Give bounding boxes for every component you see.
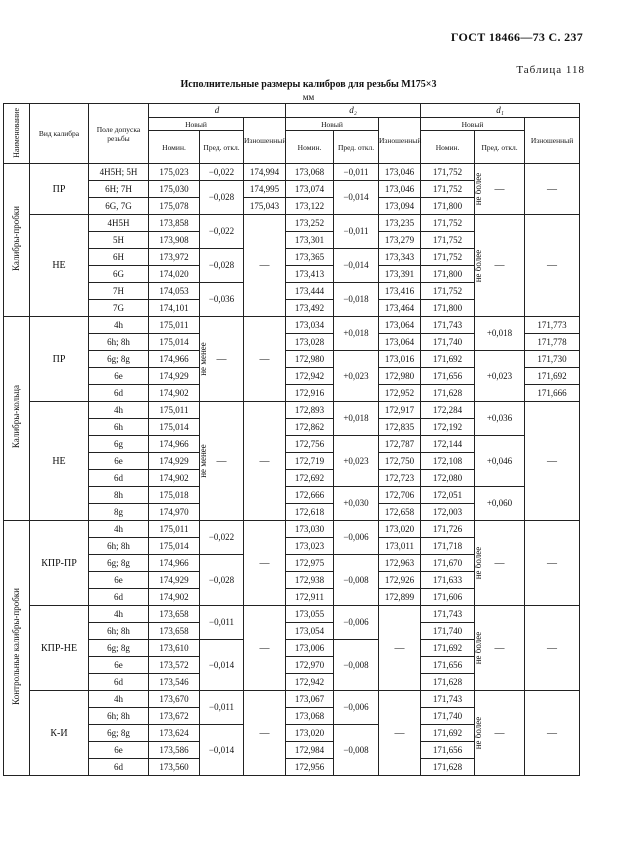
d2-worn-cell: 173,416 xyxy=(379,283,421,300)
d2-nom-cell: 173,252 xyxy=(286,215,334,232)
d-nom-cell: 175,011 xyxy=(149,317,200,334)
tolerance-cell: 6d xyxy=(89,674,149,691)
d2-nom-cell: 172,756 xyxy=(286,436,334,453)
caliber-type-cell: КПР-НЕ xyxy=(30,606,89,691)
d2-worn-cell: 173,391 xyxy=(379,266,421,283)
d2-nom-cell: 173,023 xyxy=(286,538,334,555)
d-worn-cell: — xyxy=(244,402,286,521)
caliber-type-cell: К-И xyxy=(30,691,89,776)
d-worn-cell: — xyxy=(244,215,286,317)
dash-mark: — xyxy=(216,455,227,467)
d2-nom-cell: 173,030 xyxy=(286,521,334,538)
d2-dev-cell: −0,008 xyxy=(334,555,379,606)
d-nom-cell: 174,970 xyxy=(149,504,200,521)
tolerance-cell: 6d xyxy=(89,385,149,402)
d1-dev-cell: +0,036 xyxy=(475,402,525,436)
d-dev-cell: −0,028 xyxy=(200,181,244,215)
d1-nom-cell: 171,606 xyxy=(421,589,475,606)
d-worn-cell: 174,995 xyxy=(244,181,286,198)
d1-nom-cell: 172,051 xyxy=(421,487,475,504)
d1-nom-cell: 171,743 xyxy=(421,317,475,334)
tolerance-cell: 8g xyxy=(89,504,149,521)
d1-worn-cell: — xyxy=(525,521,580,606)
d2-nom-cell: 172,916 xyxy=(286,385,334,402)
header-type: Вид калибра xyxy=(30,104,89,164)
d2-nom-cell: 173,492 xyxy=(286,300,334,317)
table-row xyxy=(4,436,580,453)
d-dev-cell: −0,036 xyxy=(200,283,244,317)
d2-worn-cell: 172,658 xyxy=(379,504,421,521)
d1-nom-cell: 172,003 xyxy=(421,504,475,521)
d1-nom-cell: 171,718 xyxy=(421,538,475,555)
d1-nom-cell: 172,144 xyxy=(421,436,475,453)
tolerance-cell: 6g; 8g xyxy=(89,725,149,742)
d1-worn-cell: 171,692 xyxy=(525,368,580,385)
vertical-label: Калибры-кольца xyxy=(11,385,21,449)
d2-worn-cell: 172,917 xyxy=(379,402,421,419)
d2-nom-cell: 173,034 xyxy=(286,317,334,334)
d2-nom-cell: 172,975 xyxy=(286,555,334,572)
d-nom-cell: 173,670 xyxy=(149,691,200,708)
table-row xyxy=(4,521,580,538)
caliber-type-cell: ПР xyxy=(30,164,89,215)
d2-nom-cell: 173,067 xyxy=(286,691,334,708)
d2-nom-cell: 172,911 xyxy=(286,589,334,606)
vertical-label: не более xyxy=(473,172,484,206)
d-nom-cell: 174,929 xyxy=(149,368,200,385)
header-nom: Номин. xyxy=(149,131,200,164)
d2-worn-cell: 172,723 xyxy=(379,470,421,487)
d2-nom-cell: 172,956 xyxy=(286,759,334,776)
d2-nom-cell: 172,938 xyxy=(286,572,334,589)
d2-nom-cell: 173,074 xyxy=(286,181,334,198)
tolerance-cell: 6d xyxy=(89,759,149,776)
d2-worn-cell: 173,020 xyxy=(379,521,421,538)
d-nom-cell: 173,672 xyxy=(149,708,200,725)
vertical-label: не более xyxy=(473,716,484,750)
dash-mark: — xyxy=(494,183,505,195)
d-worn-cell: — xyxy=(244,606,286,691)
d2-dev-cell: −0,006 xyxy=(334,691,379,725)
d-nom-cell: 175,018 xyxy=(149,487,200,504)
d2-dev-cell: −0,008 xyxy=(334,725,379,776)
d2-nom-cell: 172,692 xyxy=(286,470,334,487)
d2-worn-cell: 173,094 xyxy=(379,198,421,215)
d2-worn-cell: 173,064 xyxy=(379,317,421,334)
d2-dev-cell: +0,023 xyxy=(334,436,379,487)
d2-nom-cell: 173,054 xyxy=(286,623,334,640)
d-nom-cell: 175,011 xyxy=(149,521,200,538)
tolerance-cell: 8h xyxy=(89,487,149,504)
tolerance-cell: 7H xyxy=(89,283,149,300)
d-nom-cell: 174,020 xyxy=(149,266,200,283)
d2-nom-cell: 172,862 xyxy=(286,419,334,436)
d1-nom-cell: 172,080 xyxy=(421,470,475,487)
d1-nom-cell: 171,800 xyxy=(421,266,475,283)
table-row xyxy=(4,606,580,623)
d-nom-cell: 175,011 xyxy=(149,402,200,419)
d2-dev-cell: −0,008 xyxy=(334,640,379,691)
group-name-cell xyxy=(4,164,30,317)
d1-worn-cell: — xyxy=(525,606,580,691)
d1-nom-cell: 171,800 xyxy=(421,198,475,215)
d2-dev-cell: −0,006 xyxy=(334,521,379,555)
d-nom-cell: 173,586 xyxy=(149,742,200,759)
vertical-label: не более xyxy=(473,546,484,580)
tolerance-cell: 6h xyxy=(89,419,149,436)
d1-worn-cell: — xyxy=(525,691,580,776)
table-row xyxy=(4,215,580,232)
vertical-label: Контрольные калибры-пробки xyxy=(11,588,21,705)
d-nom-cell: 174,902 xyxy=(149,589,200,606)
dash-mark: — xyxy=(494,260,505,271)
header-dev: Пред. откл. xyxy=(475,131,525,164)
d2-nom-cell: 173,122 xyxy=(286,198,334,215)
header-dev: Пред. откл. xyxy=(334,131,379,164)
tolerance-cell: 6g xyxy=(89,436,149,453)
d2-worn-cell: 173,235 xyxy=(379,215,421,232)
d-nom-cell: 173,908 xyxy=(149,232,200,249)
d-dev-cell: −0,028 xyxy=(200,555,244,606)
d2-worn-cell: 173,279 xyxy=(379,232,421,249)
d1-nom-cell: 171,743 xyxy=(421,691,475,708)
d-nom-cell: 174,966 xyxy=(149,436,200,453)
tolerance-cell: 6g; 8g xyxy=(89,640,149,657)
d2-dev-cell: −0,014 xyxy=(334,181,379,215)
d-dev-cell: −0,011 xyxy=(200,691,244,725)
d1-worn-cell: 171,666 xyxy=(525,385,580,402)
d1-nom-cell: 171,740 xyxy=(421,334,475,351)
d1-nom-cell: 172,108 xyxy=(421,453,475,470)
dash-mark: — xyxy=(494,557,505,569)
d-dev-cell: −0,014 xyxy=(200,640,244,691)
d2-dev-cell: −0,006 xyxy=(334,606,379,640)
d2-nom-cell: 173,006 xyxy=(286,640,334,657)
d-nom-cell: 173,546 xyxy=(149,674,200,691)
d-nom-cell: 174,902 xyxy=(149,470,200,487)
dash-mark: — xyxy=(494,642,505,654)
d2-nom-cell: 173,068 xyxy=(286,164,334,181)
d-nom-cell: 173,858 xyxy=(149,215,200,232)
d2-worn-cell: 173,011 xyxy=(379,538,421,555)
d-dev-cell: −0,014 xyxy=(200,725,244,776)
tolerance-cell: 4H5H; 5H xyxy=(89,164,149,181)
d1-nom-cell: 171,656 xyxy=(421,742,475,759)
d-dev-cell xyxy=(200,317,244,402)
d2-nom-cell: 172,970 xyxy=(286,657,334,674)
tolerance-cell: 6h; 8h xyxy=(89,708,149,725)
d-worn-cell: 175,043 xyxy=(244,198,286,215)
d2-worn-cell: — xyxy=(379,606,421,691)
d-nom-cell: 173,572 xyxy=(149,657,200,674)
vertical-label: не менее xyxy=(198,444,208,478)
tolerance-cell: 6d xyxy=(89,589,149,606)
header-name: Наименование xyxy=(4,104,30,164)
d2-dev-cell: −0,011 xyxy=(334,215,379,249)
d1-dev-cell: +0,046 xyxy=(475,436,525,487)
d2-worn-cell: 172,926 xyxy=(379,572,421,589)
tolerance-cell: 7G xyxy=(89,300,149,317)
d-nom-cell: 173,972 xyxy=(149,249,200,266)
header-nom: Номин. xyxy=(286,131,334,164)
tolerance-cell: 6d xyxy=(89,470,149,487)
d2-nom-cell: 173,068 xyxy=(286,708,334,725)
d2-nom-cell: 172,666 xyxy=(286,487,334,504)
d-nom-cell: 175,078 xyxy=(149,198,200,215)
d1-nom-cell: 171,743 xyxy=(421,606,475,623)
caliber-type-cell: ПР xyxy=(30,317,89,402)
d2-nom-cell: 173,365 xyxy=(286,249,334,266)
header-worn: Изношенный xyxy=(525,118,580,164)
tolerance-cell: 5H xyxy=(89,232,149,249)
d2-dev-cell: −0,014 xyxy=(334,249,379,283)
d2-nom-cell: 173,020 xyxy=(286,725,334,742)
d2-nom-cell: 173,301 xyxy=(286,232,334,249)
d1-dev-cell xyxy=(475,164,525,215)
d2-dev-cell: +0,018 xyxy=(334,402,379,436)
d-nom-cell: 173,610 xyxy=(149,640,200,657)
d2-worn-cell: 172,952 xyxy=(379,385,421,402)
table-row xyxy=(4,691,580,708)
d2-nom-cell: 173,413 xyxy=(286,266,334,283)
vertical-label: Калибры-пробки xyxy=(11,206,21,271)
d2-worn-cell: 172,963 xyxy=(379,555,421,572)
d-dev-cell: −0,022 xyxy=(200,215,244,249)
d1-dev-cell: +0,018 xyxy=(475,317,525,351)
d1-nom-cell: 171,692 xyxy=(421,725,475,742)
tolerance-cell: 6e xyxy=(89,657,149,674)
d1-nom-cell: 171,726 xyxy=(421,521,475,538)
d1-dev-cell: +0,060 xyxy=(475,487,525,521)
d-worn-cell: — xyxy=(244,691,286,776)
d1-nom-cell: 171,628 xyxy=(421,674,475,691)
d-worn-cell: — xyxy=(244,317,286,402)
vertical-label: не более xyxy=(473,249,484,282)
dash-mark: — xyxy=(494,727,505,739)
d-dev-cell: −0,011 xyxy=(200,606,244,640)
table-body xyxy=(4,164,580,776)
d2-dev-cell: −0,018 xyxy=(334,283,379,317)
d2-nom-cell: 173,444 xyxy=(286,283,334,300)
table-caption: Исполнительные размеры калибров для резьбы М175×3 xyxy=(180,79,437,90)
d1-worn-cell: 171,730 xyxy=(525,351,580,368)
header-new: Новый xyxy=(421,118,525,131)
header-d1: d₁ xyxy=(421,104,580,118)
tolerance-cell: 6e xyxy=(89,368,149,385)
d-nom-cell: 175,023 xyxy=(149,164,200,181)
d1-nom-cell: 171,628 xyxy=(421,759,475,776)
tolerance-cell: 4h xyxy=(89,691,149,708)
table-row xyxy=(4,351,580,368)
d2-dev-cell: −0,011 xyxy=(334,164,379,181)
d-worn-cell: 174,994 xyxy=(244,164,286,181)
d1-nom-cell: 171,692 xyxy=(421,351,475,368)
table-number: Таблица 118 xyxy=(516,64,585,76)
dimensions-table xyxy=(3,103,580,776)
tolerance-cell: 6e xyxy=(89,742,149,759)
d-nom-cell: 175,014 xyxy=(149,538,200,555)
d2-worn-cell: 172,750 xyxy=(379,453,421,470)
d2-nom-cell: 172,984 xyxy=(286,742,334,759)
d1-worn-cell: 171,773 xyxy=(525,317,580,334)
d1-nom-cell: 171,752 xyxy=(421,232,475,249)
d1-nom-cell: 171,752 xyxy=(421,283,475,300)
d1-nom-cell: 171,752 xyxy=(421,249,475,266)
d1-dev-cell: +0,023 xyxy=(475,351,525,402)
d2-worn-cell: 173,343 xyxy=(379,249,421,266)
d2-nom-cell: 173,028 xyxy=(286,334,334,351)
d2-nom-cell: 173,055 xyxy=(286,606,334,623)
d1-nom-cell: 171,633 xyxy=(421,572,475,589)
d-nom-cell: 174,929 xyxy=(149,572,200,589)
group-name-cell xyxy=(4,521,30,776)
d-nom-cell: 174,101 xyxy=(149,300,200,317)
d2-nom-cell: 172,942 xyxy=(286,368,334,385)
tolerance-cell: 4h xyxy=(89,317,149,334)
d-nom-cell: 175,014 xyxy=(149,334,200,351)
d-nom-cell: 174,902 xyxy=(149,385,200,402)
d2-dev-cell: +0,030 xyxy=(334,487,379,521)
tolerance-cell: 6e xyxy=(89,572,149,589)
d2-worn-cell: 173,046 xyxy=(379,181,421,198)
vertical-label: не более xyxy=(473,631,484,665)
d1-nom-cell: 172,284 xyxy=(421,402,475,419)
d2-nom-cell: 172,893 xyxy=(286,402,334,419)
header-new: Новый xyxy=(286,118,379,131)
tolerance-cell: 6g; 8g xyxy=(89,351,149,368)
d1-dev-cell xyxy=(475,521,525,606)
d2-worn-cell: — xyxy=(379,691,421,776)
header-dev: Пред. откл. xyxy=(200,131,244,164)
d2-dev-cell: +0,023 xyxy=(334,351,379,402)
d1-nom-cell: 172,192 xyxy=(421,419,475,436)
caliber-type-cell: КПР-ПР xyxy=(30,521,89,606)
tolerance-cell: 4h xyxy=(89,606,149,623)
vertical-label: не менее xyxy=(198,342,208,376)
header-new: Новый xyxy=(149,118,244,131)
d1-dev-cell xyxy=(475,215,525,317)
d1-nom-cell: 171,752 xyxy=(421,164,475,181)
d1-nom-cell: 171,670 xyxy=(421,555,475,572)
header-tolerance: Поле допуска резьбы xyxy=(89,104,149,164)
group-name-cell xyxy=(4,317,30,521)
d-worn-cell: — xyxy=(244,521,286,606)
d-nom-cell: 174,929 xyxy=(149,453,200,470)
d2-worn-cell: 172,835 xyxy=(379,419,421,436)
d-nom-cell: 173,624 xyxy=(149,725,200,742)
d2-worn-cell: 172,899 xyxy=(379,589,421,606)
header-worn: Изношенный xyxy=(379,118,421,164)
d1-dev-cell xyxy=(475,691,525,776)
d2-nom-cell: 172,980 xyxy=(286,351,334,368)
d-nom-cell: 174,966 xyxy=(149,555,200,572)
d2-nom-cell: 172,719 xyxy=(286,453,334,470)
tolerance-cell: 6G xyxy=(89,266,149,283)
header-nom: Номин. xyxy=(421,131,475,164)
header-d2: d₂ xyxy=(286,104,421,118)
d2-nom-cell: 172,618 xyxy=(286,504,334,521)
d2-worn-cell: 173,464 xyxy=(379,300,421,317)
tolerance-cell: 6h; 8h xyxy=(89,623,149,640)
d2-worn-cell: 172,706 xyxy=(379,487,421,504)
dash-mark: — xyxy=(216,353,227,365)
d2-worn-cell: 172,980 xyxy=(379,368,421,385)
d-nom-cell: 175,030 xyxy=(149,181,200,198)
table-row xyxy=(4,164,580,181)
d-dev-cell: −0,022 xyxy=(200,521,244,555)
table-row xyxy=(4,402,580,419)
d1-nom-cell: 171,656 xyxy=(421,657,475,674)
d1-nom-cell: 171,752 xyxy=(421,215,475,232)
d-nom-cell: 173,658 xyxy=(149,606,200,623)
tolerance-cell: 4h xyxy=(89,402,149,419)
d2-worn-cell: 173,016 xyxy=(379,351,421,368)
d1-worn-cell: — xyxy=(525,215,580,317)
tolerance-cell: 6e xyxy=(89,453,149,470)
header-worn: Изношенный xyxy=(244,118,286,164)
tolerance-cell: 6h; 8h xyxy=(89,334,149,351)
d-nom-cell: 174,966 xyxy=(149,351,200,368)
d1-nom-cell: 171,692 xyxy=(421,640,475,657)
d1-nom-cell: 171,628 xyxy=(421,385,475,402)
tolerance-cell: 4h xyxy=(89,521,149,538)
tolerance-cell: 6h; 8h xyxy=(89,538,149,555)
d-nom-cell: 173,560 xyxy=(149,759,200,776)
page-header: ГОСТ 18466—73 С. 237 xyxy=(450,30,583,44)
caliber-type-cell: НЕ xyxy=(30,402,89,521)
d1-nom-cell: 171,656 xyxy=(421,368,475,385)
d1-worn-cell: — xyxy=(525,402,580,521)
d1-worn-cell: 171,778 xyxy=(525,334,580,351)
d-dev-cell xyxy=(200,402,244,521)
d-nom-cell: 174,053 xyxy=(149,283,200,300)
d2-nom-cell: 172,942 xyxy=(286,674,334,691)
d2-dev-cell: +0,018 xyxy=(334,317,379,351)
tolerance-cell: 6H; 7H xyxy=(89,181,149,198)
d1-nom-cell: 171,752 xyxy=(421,181,475,198)
tolerance-cell: 6G, 7G xyxy=(89,198,149,215)
table-row xyxy=(4,317,580,334)
d1-nom-cell: 171,740 xyxy=(421,623,475,640)
d2-worn-cell: 172,787 xyxy=(379,436,421,453)
d-dev-cell: −0,028 xyxy=(200,249,244,283)
table-row xyxy=(4,487,580,504)
tolerance-cell: 6H xyxy=(89,249,149,266)
d1-dev-cell xyxy=(475,606,525,691)
table-unit: мм xyxy=(302,92,315,102)
d-nom-cell: 175,014 xyxy=(149,419,200,436)
header-d: d xyxy=(149,104,286,118)
tolerance-cell: 4H5H xyxy=(89,215,149,232)
d1-nom-cell: 171,800 xyxy=(421,300,475,317)
d1-worn-cell: — xyxy=(525,164,580,215)
tolerance-cell: 6g; 8g xyxy=(89,555,149,572)
d1-nom-cell: 171,740 xyxy=(421,708,475,725)
d2-worn-cell: 173,046 xyxy=(379,164,421,181)
d-nom-cell: 173,658 xyxy=(149,623,200,640)
caliber-type-cell: НЕ xyxy=(30,215,89,317)
d2-worn-cell: 173,064 xyxy=(379,334,421,351)
d-dev-cell: −0,022 xyxy=(200,164,244,181)
